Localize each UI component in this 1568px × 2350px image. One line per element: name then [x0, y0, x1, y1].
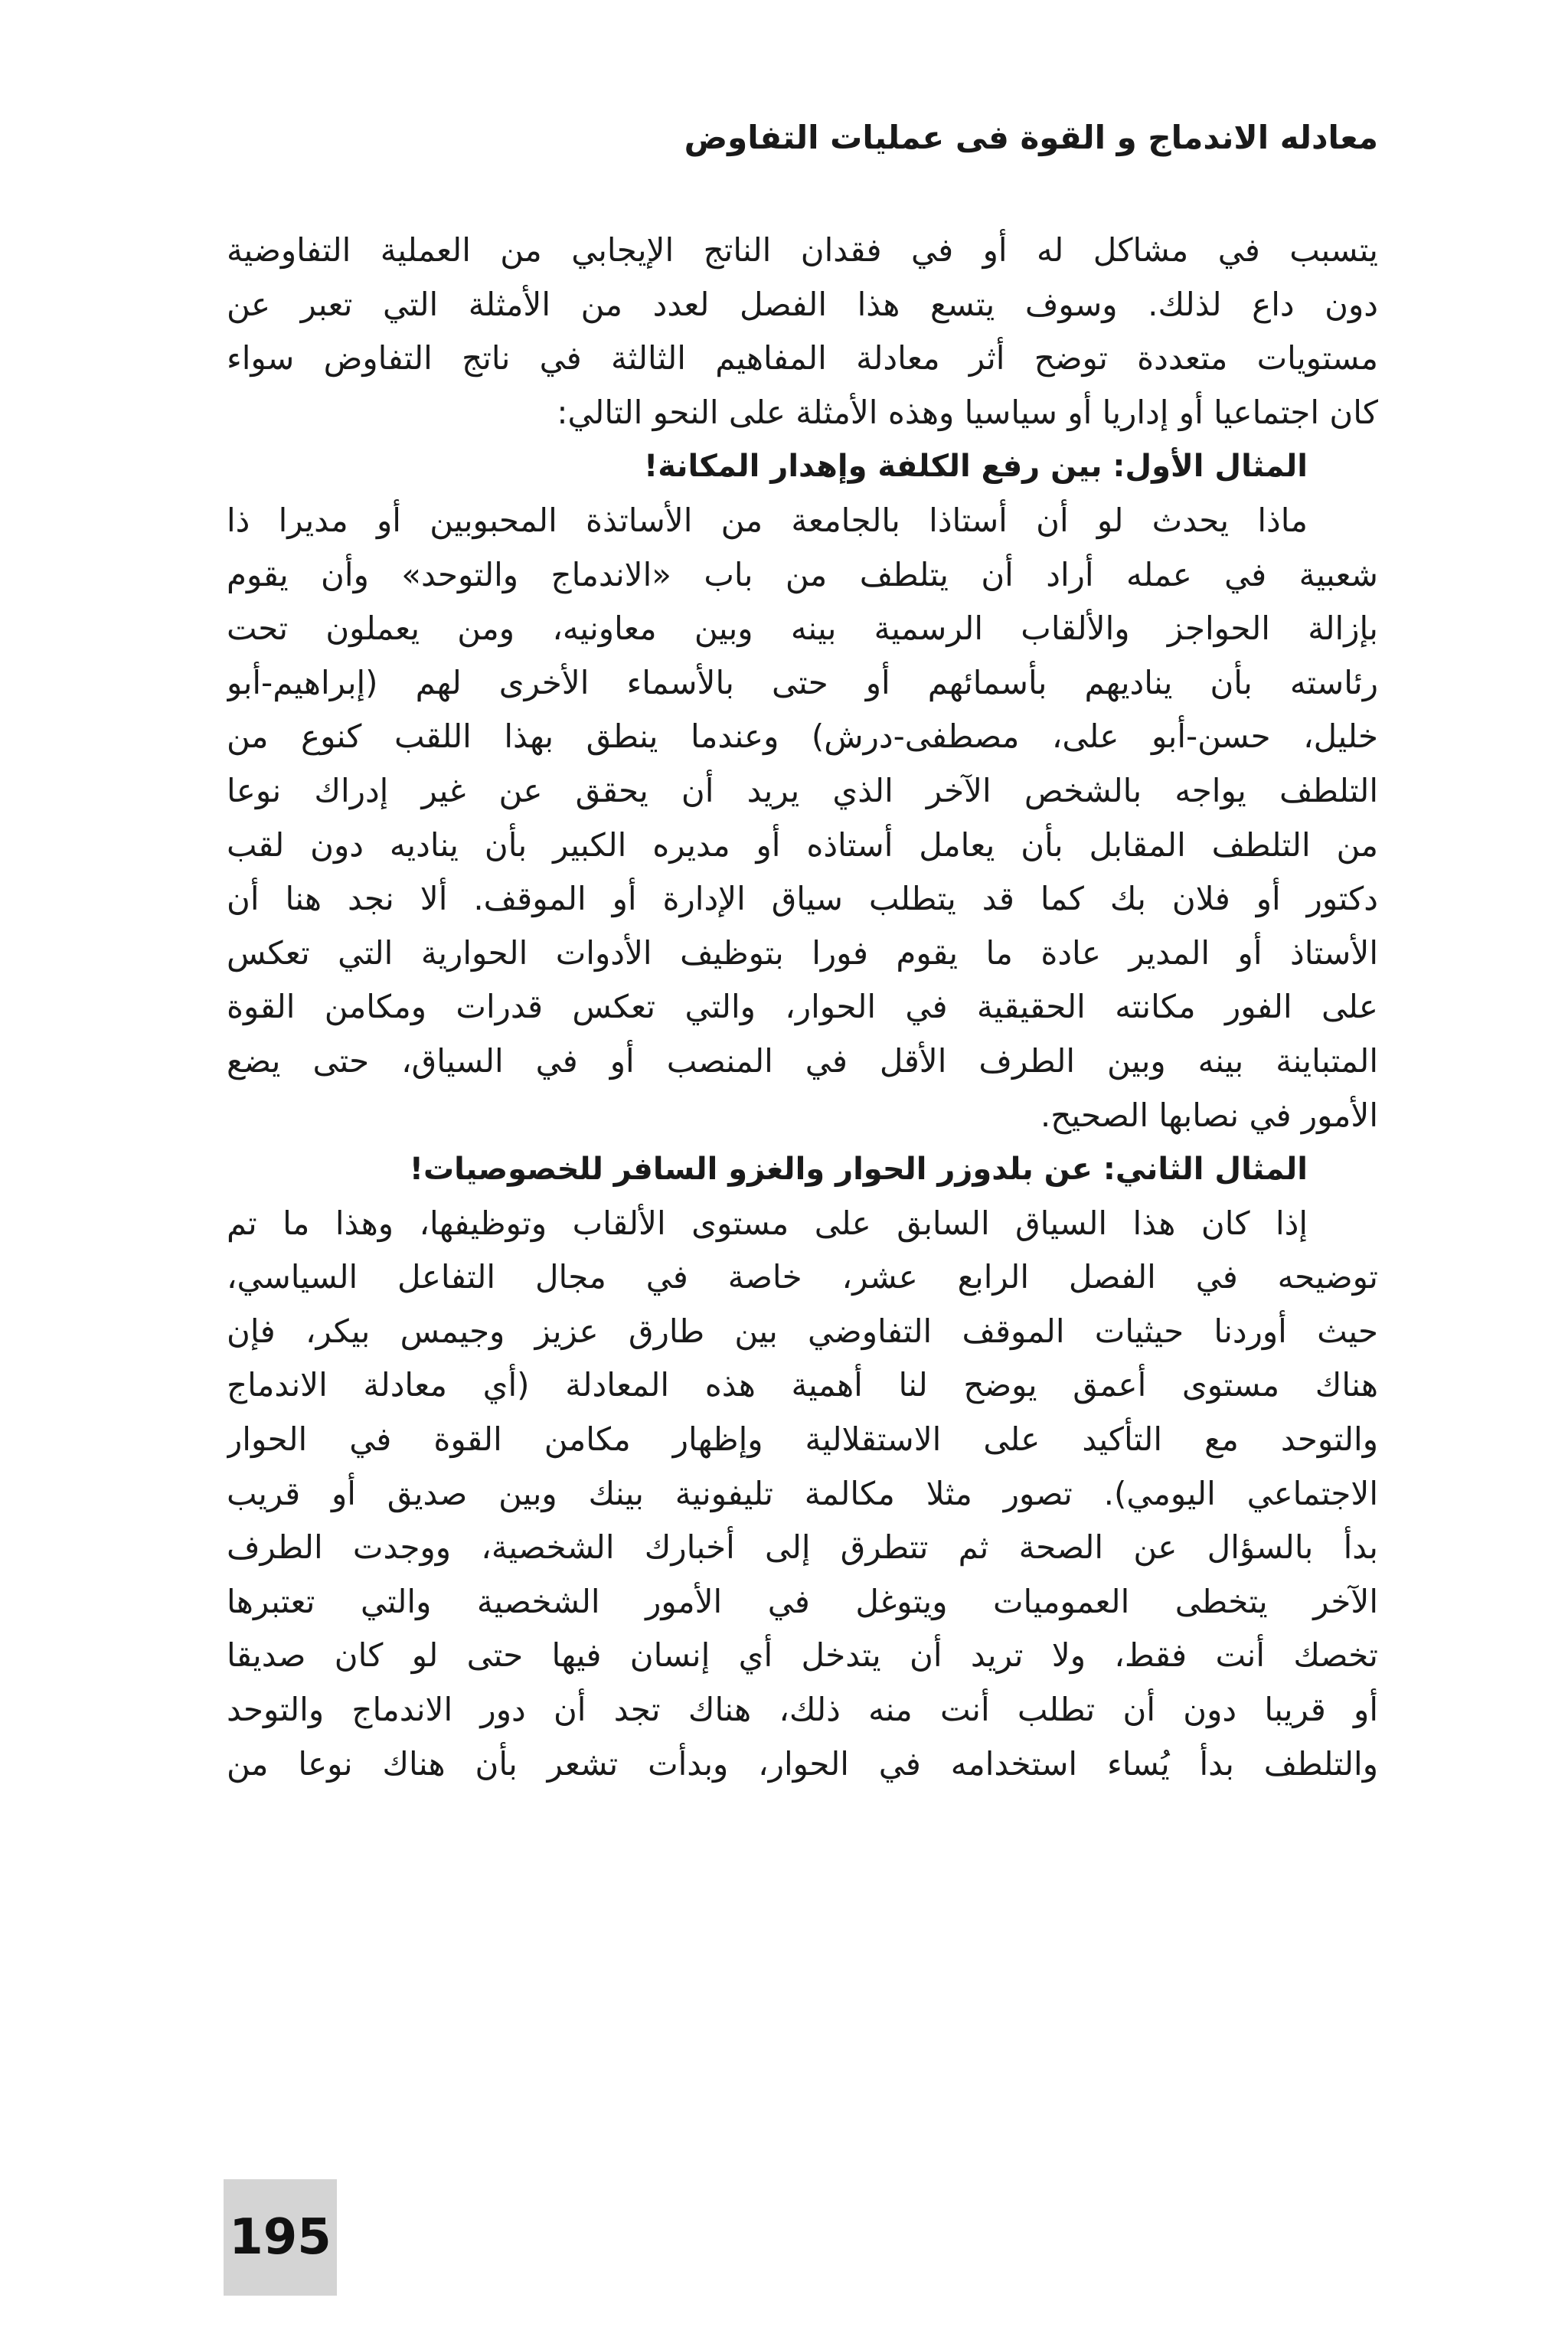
text-line: خليل، حسن-أبو على، مصطفى-درش) وعندما ينطق بهذا اللقب كنوع من: [227, 717, 1378, 756]
text-line: والتوحد مع التأكيد على الاستقلالية وإظهار مكامن القوة في الحوار: [227, 1420, 1378, 1459]
text-line: الأستاذ أو المدير عادة ما يقوم فورا بتوظيف الأدوات الحوارية التي تعكس: [227, 933, 1378, 972]
text-line: دكتور أو فلان بك كما قد يتطلب سياق الإدارة أو الموقف. ألا نجد هنا أن: [227, 880, 1378, 918]
text-line: كان اجتماعيا أو إداريا أو سياسيا وهذه الأمثلة على النحو التالي:: [557, 393, 1378, 431]
text-line: إذا كان هذا السياق السابق على مستوى الألقاب وتوظيفها، وهذا ما تم: [227, 1204, 1308, 1242]
text-line: يتسبب في مشاكل له أو في فقدان الناتج الإيجابي من العملية التفاوضية: [227, 231, 1378, 269]
text-line: الاجتماعي اليومي). تصور مثلا مكالمة تليفونية بينك وبين صديق أو قريب: [227, 1474, 1378, 1512]
running-header: معادله الاندماج و القوة فى عمليات التفاوض: [684, 119, 1378, 156]
text-line: شعبية في عمله أراد أن يتلطف من باب «الاندماج والتوحد» وأن يقوم: [227, 555, 1378, 593]
text-line: بإزالة الحواجز والألقاب الرسمية بينه وبين معاونيه، ومن يعملون تحت: [227, 610, 1378, 648]
section-heading-example-2: المثال الثاني: عن بلدوزر الحوار والغزو السافر للخصوصيات!: [409, 1152, 1308, 1188]
text-line: والتلطف بدأ يُساء استخدامه في الحوار، وبدأت تشعر بأن هناك نوعا من: [227, 1744, 1378, 1783]
text-line: مستويات متعددة توضح أثر معادلة المفاهيم الثالثة في ناتج التفاوض سواء: [227, 339, 1378, 378]
text-line: أو قريبا دون أن تطلب أنت منه ذلك، هناك تجد أن دور الاندماج والتوحد: [227, 1691, 1378, 1729]
text-line: الآخر يتخطى العموميات ويتوغل في الأمور الشخصية والتي تعتبرها: [227, 1582, 1378, 1620]
section-heading-example-1: المثال الأول: بين رفع الكلفة وإهدار المكانة!: [644, 449, 1308, 485]
text-line: الأمور في نصابها الصحيح.: [1040, 1096, 1378, 1134]
text-line: دون داع لذلك. وسوف يتسع هذا الفصل لعدد من الأمثلة التي تعبر عن: [227, 285, 1378, 323]
text-line: المتباينة بينه وبين الطرف الأقل في المنصب أو في السياق، حتى يضع: [227, 1041, 1378, 1080]
text-line: هناك مستوى أعمق يوضح لنا أهمية هذه المعادلة (أي معادلة الاندماج: [227, 1366, 1378, 1404]
page-number: 195: [229, 2209, 332, 2266]
text-line: على الفور مكانته الحقيقية في الحوار، والتي تعكس قدرات ومكامن القوة: [227, 988, 1378, 1026]
text-line: ماذا يحدث لو أن أستاذا بالجامعة من الأساتذة المحبوبين أو مديرا ذا: [227, 501, 1308, 539]
text-line: حيث أوردنا حيثيات الموقف التفاوضي بين طارق عزيز وجيمس بيكر، فإن: [227, 1312, 1378, 1350]
text-line: بدأ بالسؤال عن الصحة ثم تتطرق إلى أخبارك الشخصية، ووجدت الطرف: [227, 1528, 1378, 1567]
text-line: رئاسته بأن يناديهم بأسمائهم أو حتى بالأسماء الأخرى لهم (إبراهيم-أبو: [227, 663, 1378, 701]
body-text: [227, 224, 1378, 1791]
page-number-box: [224, 2179, 337, 2296]
text-line: التلطف يواجه بالشخص الآخر الذي يريد أن يحقق عن غير إدراك نوعا: [227, 771, 1378, 809]
text-line: توضيحه في الفصل الرابع عشر، خاصة في مجال التفاعل السياسي،: [227, 1258, 1378, 1296]
text-line: من التلطف المقابل بأن يعامل أستاذه أو مديره الكبير بأن يناديه دون لقب: [227, 825, 1378, 864]
text-line: تخصك أنت فقط، ولا تريد أن يتدخل أي إنسان فيها حتى لو كان صديقا: [227, 1636, 1378, 1675]
